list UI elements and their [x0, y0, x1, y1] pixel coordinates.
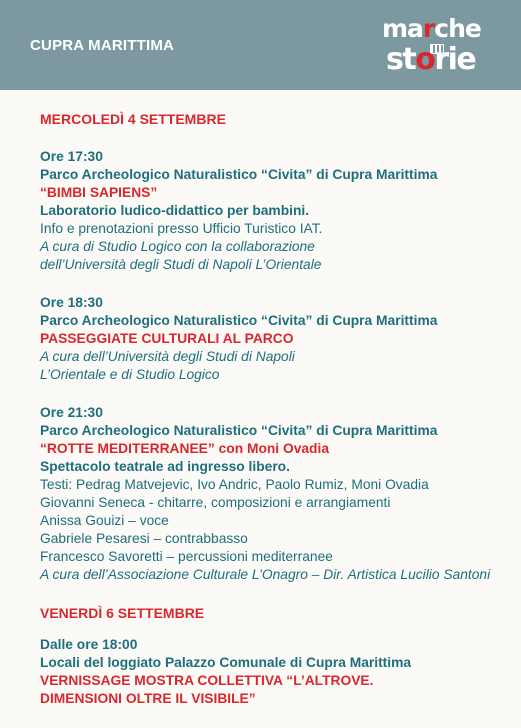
event-title: PASSEGGIATE CULTURALI AL PARCO: [40, 331, 294, 346]
event-time: Ore 17:30: [40, 149, 103, 164]
event-detail: Francesco Savoretti – percussioni mediterranee: [40, 549, 333, 564]
event-info: Info e prenotazioni presso Ufficio Turistico IAT.: [40, 221, 323, 236]
event-venue: Parco Archeologico Naturalistico “Civita” di Cupra Marittima: [40, 167, 438, 182]
event-credit-line: A cura di Studio Logico con la collaborazione: [40, 239, 315, 254]
event-venue: Parco Archeologico Naturalistico “Civita” di Cupra Marittima: [40, 423, 438, 438]
event-rotte-mediterranee: [40, 404, 510, 584]
event-time: Ore 21:30: [40, 405, 103, 420]
event-subtitle: Laboratorio ludico-didattico per bambini.: [40, 203, 310, 218]
page-title: CUPRA MARITTIMA: [30, 37, 175, 54]
logo-line-1: marche: [382, 14, 481, 43]
event-passeggiate: [40, 294, 510, 384]
logo-line-2: storie: [386, 42, 476, 77]
event-venue: Locali del loggiato Palazzo Comunale di Cupra Marittima: [40, 655, 412, 670]
event-bimbi-sapiens: [40, 148, 510, 274]
event-time: Dalle ore 18:00: [40, 637, 138, 652]
event-title: “BIMBI SAPIENS”: [40, 185, 158, 200]
event-venue: Parco Archeologico Naturalistico “Civita” di Cupra Marittima: [40, 313, 438, 328]
event-detail: Testi: Pedrag Matvejevic, Ivo Andric, Paolo Rumiz, Moni Ovadia: [40, 477, 429, 492]
day-heading-friday: VENERDÌ 6 SETTEMBRE: [40, 605, 205, 621]
event-detail: Gabriele Pesaresi – contrabbasso: [40, 531, 248, 546]
day-heading-wednesday: MERCOLEDÌ 4 SETTEMBRE: [40, 111, 226, 127]
event-detail: Giovanni Seneca - chitarre, composizioni e arrangiamenti: [40, 495, 391, 510]
event-title-line: DIMENSIONI OLTRE IL VISIBILE”: [40, 691, 256, 706]
event-vernissage: [40, 636, 510, 708]
event-credit: A cura dell’Associazione Culturale L’Onagro – Dir. Artistica Lucilio Santoni: [40, 567, 491, 582]
event-subtitle: Spettacolo teatrale ad ingresso libero.: [40, 459, 290, 474]
program-content: [40, 110, 510, 728]
event-credit-line: L’Orientale e di Studio Logico: [40, 367, 220, 382]
event-title: “ROTTE MEDITERRANEE” con Moni Ovadia: [40, 441, 329, 456]
event-title-line: VERNISSAGE MOSTRA COLLETTIVA “L’ALTROVE.: [40, 673, 374, 688]
event-credit-line: A cura dell’Università degli Studi di Napoli: [40, 349, 295, 364]
event-credit-line: dell’Università degli Studi di Napoli L’Orientale: [40, 257, 322, 272]
event-time: Ore 18:30: [40, 295, 103, 310]
header-bar: [0, 0, 521, 90]
event-detail: Anissa Gouizi – voce: [40, 513, 169, 528]
marche-storie-logo: [382, 14, 502, 78]
